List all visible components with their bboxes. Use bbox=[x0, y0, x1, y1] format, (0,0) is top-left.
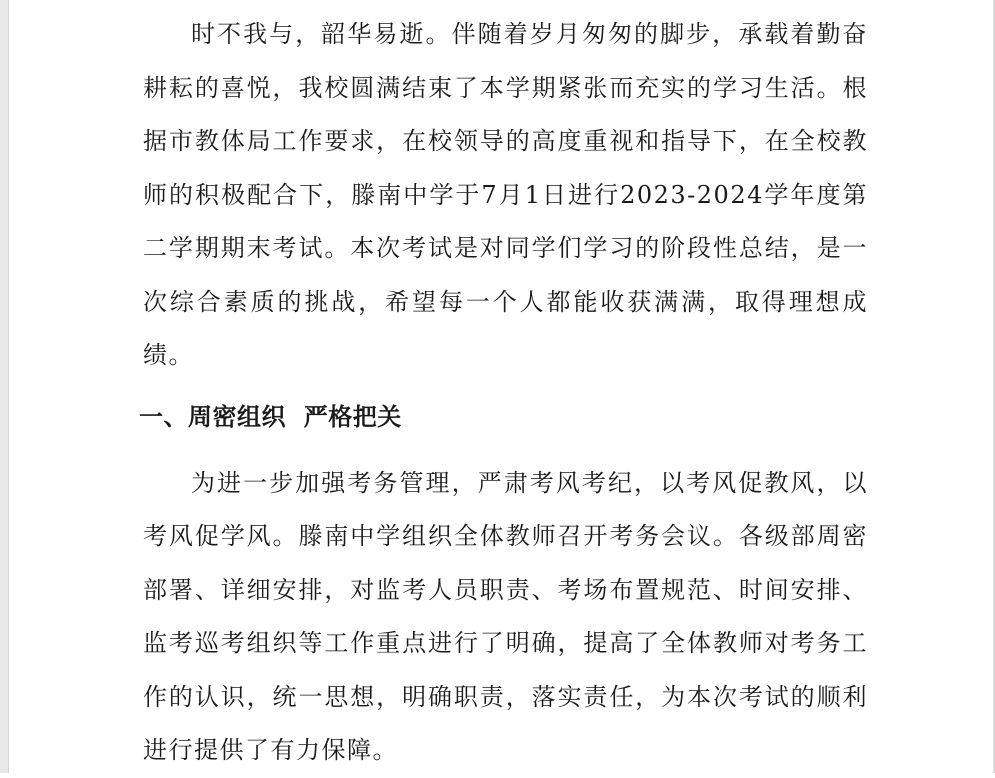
section-paragraph: 为进一步加强考务管理，严肃考风考纪，以考风促教风，以考风促学风。滕南中学组织全体教师召开考务会议。各级部周密部署、详细安排，对监考人员职责、考场布置规范、时间安排、监考巡考组织等工作重点进行了明确，提高了全体教师对考务工作的认识，统一思想，明确职责，落实责任，为本次考试的顺利进行提供了有力保障。 bbox=[143, 468, 868, 764]
intro-paragraph: 时不我与，韶华易逝。伴随着岁月匆匆的脚步，承载着勤奋耕耘的喜悦，我校圆满结束了本学期紧张而充实的学习生活。根据市教体局工作要求，在校领导的高度重视和指导下，在全校教师的积极配合下，滕南中学于7月1日进行2023-2024学年度第二学期期末考试。本次考试是对同学们学习的阶段性总结，是一次综合素质的挑战，希望每一个人都能收获满满，取得理想成绩。 bbox=[143, 20, 868, 369]
document-body bbox=[139, 8, 868, 778]
page-left-edge bbox=[0, 0, 9, 773]
section-heading: 一、周密组织 严格把关 bbox=[139, 402, 402, 431]
